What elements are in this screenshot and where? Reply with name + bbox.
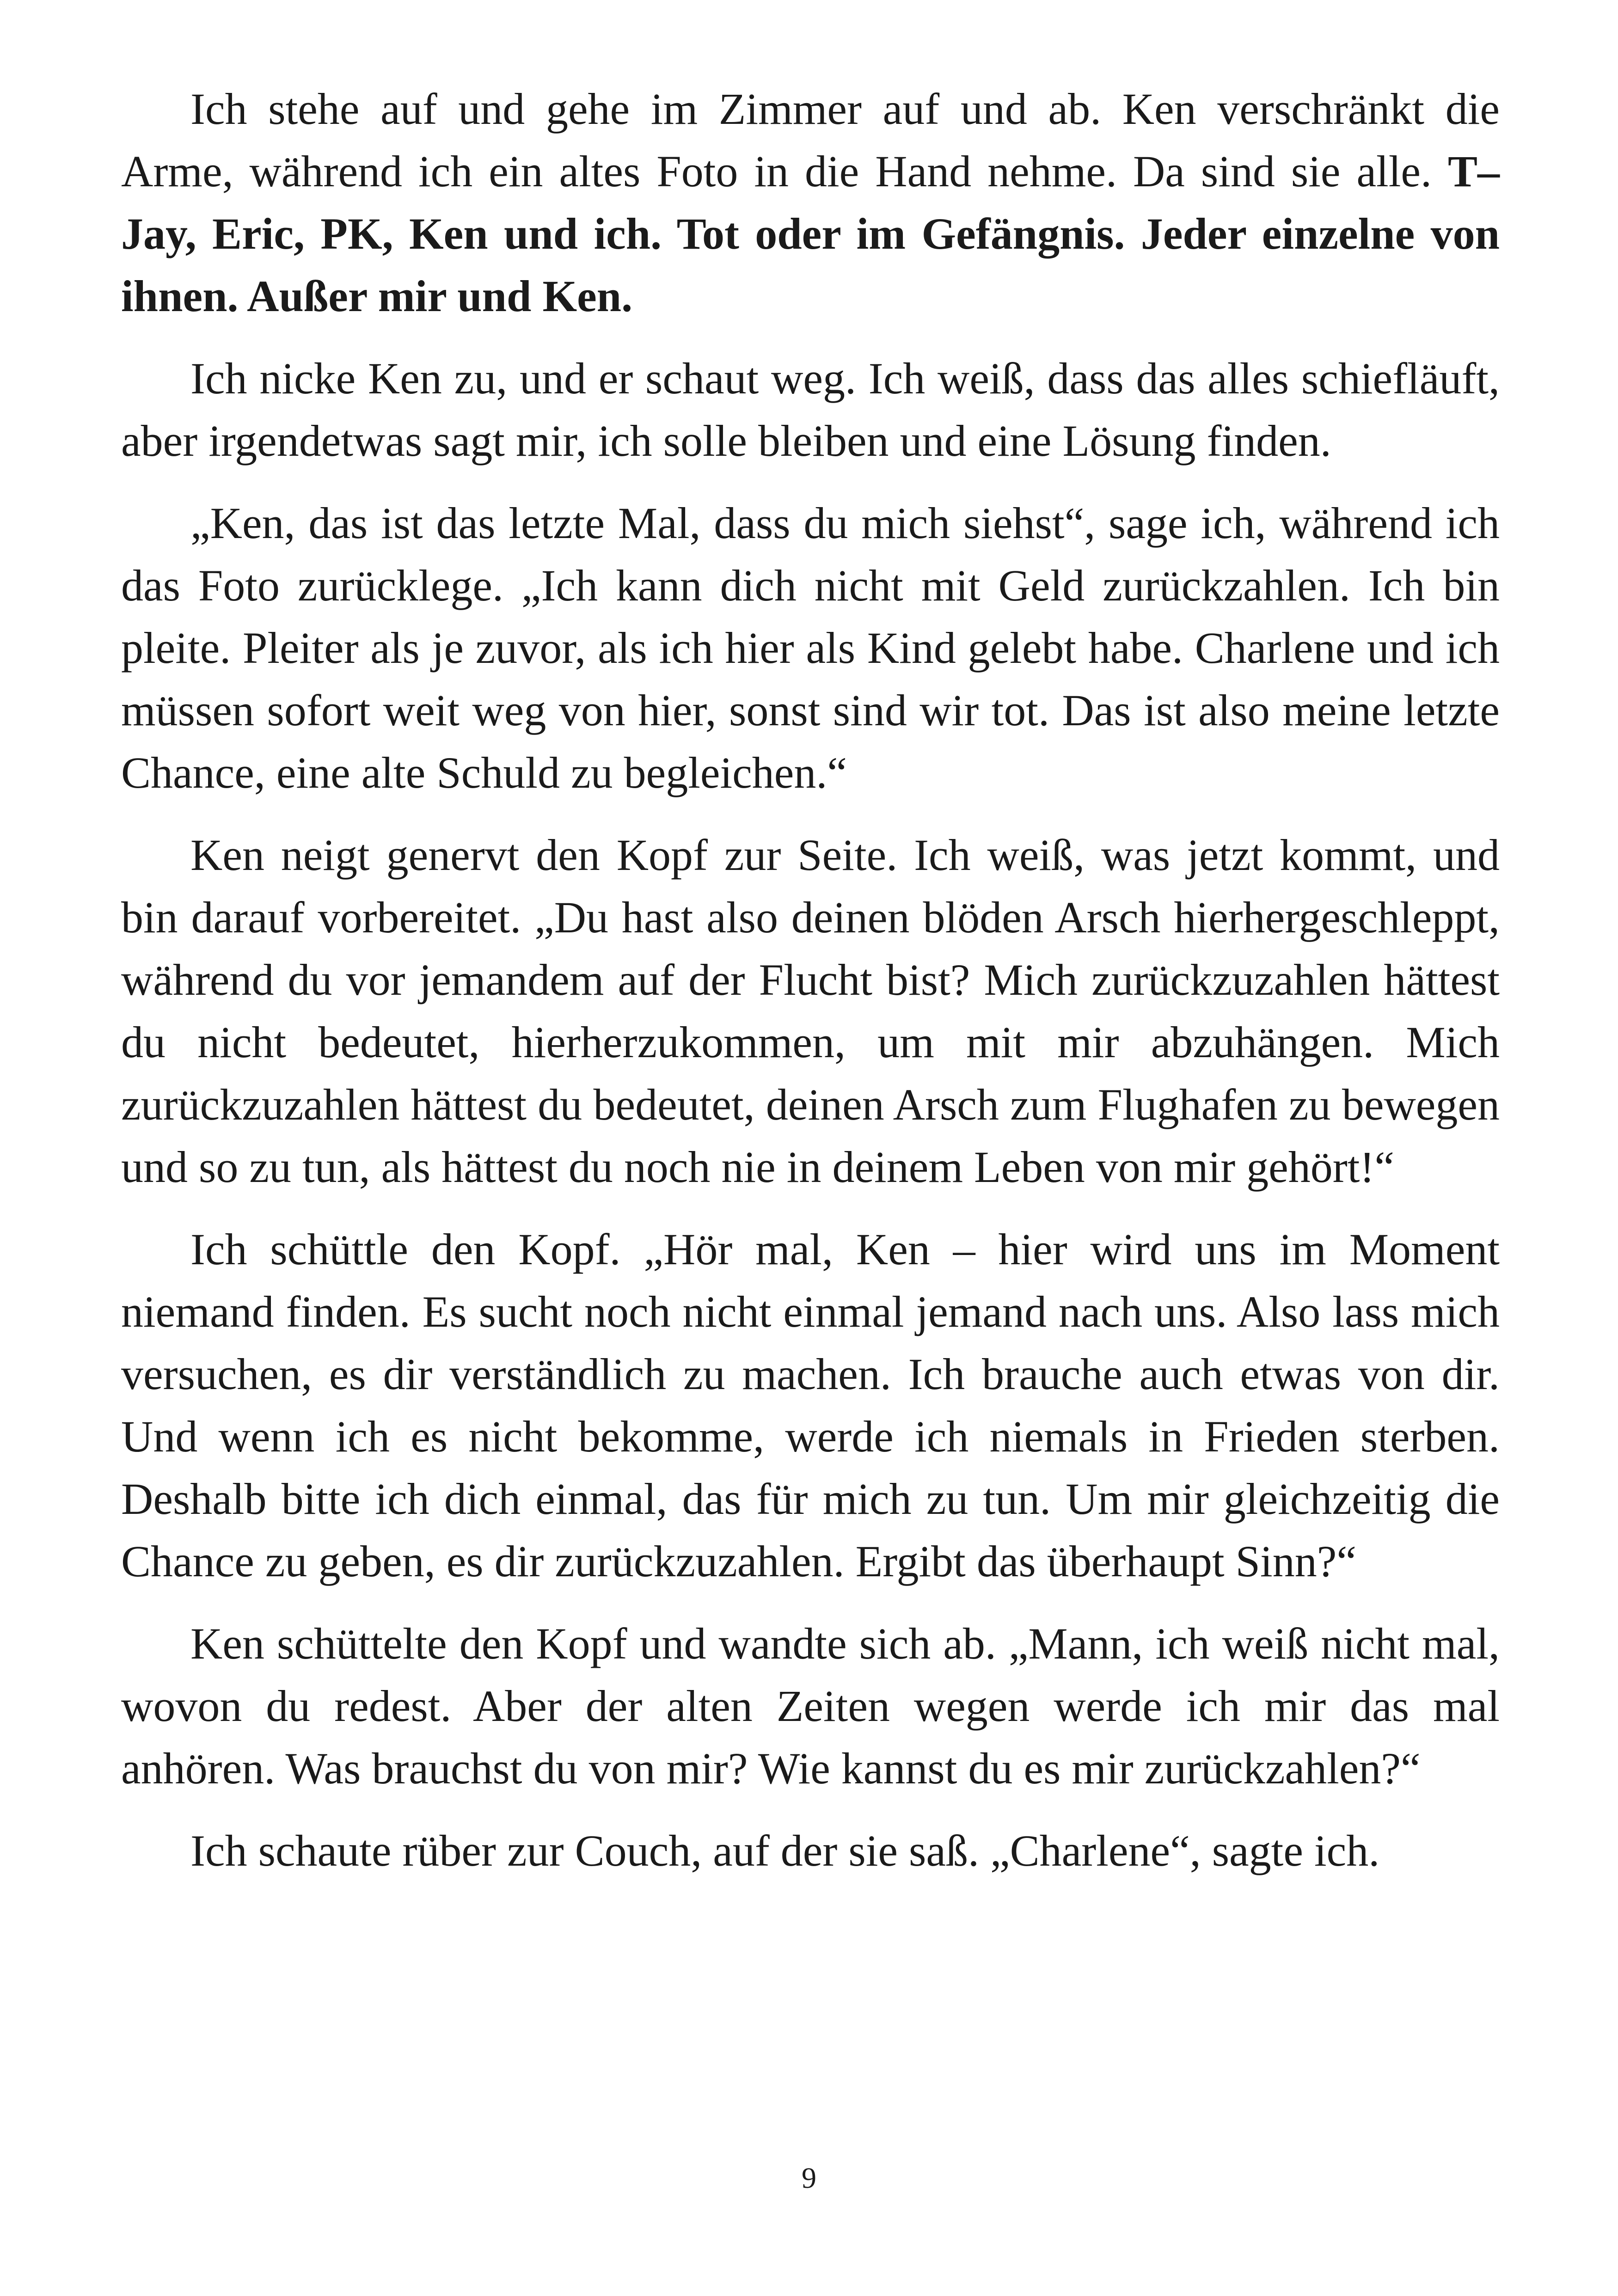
page-body <box>121 78 1500 1902</box>
page-number: 9 <box>802 2161 816 2194</box>
paragraph-6: Ken schüttelte den Kopf und wandte sich ab. „Mann, ich weiß nicht mal, wovon du redest. Aber der alten Zeiten wegen werde ich mir das mal anhören. Was brauchst du von mir? Wie kannst du es mir zurückzahlen?“ <box>121 1619 1500 1793</box>
paragraph-1-text: Ich stehe auf und gehe im Zimmer auf und ab. Ken verschränkt die Arme, während ich ein altes Foto in die Hand nehme. Da sind sie alle. <box>121 84 1500 196</box>
paragraph-4: Ken neigt genervt den Kopf zur Seite. Ich weiß, was jetzt kommt, und bin darauf vorbereitet. „Du hast also deinen blöden Arsch hierhergeschleppt, während du vor jemandem auf der Flucht bist? Mich zurückzuzahlen hättest du nicht bedeutet, hierherzukommen, um mit mir abzuhängen. Mich zurückzuzahlen hättest du bedeutet, deinen Arsch zum Flughafen zu bewegen und so zu tun, als hättest du noch nie in deinem Leben von mir gehört!“ <box>121 830 1500 1192</box>
paragraph-3: „Ken, das ist das letzte Mal, dass du mich siehst“, sage ich, während ich das Foto zurücklege. „Ich kann dich nicht mit Geld zurückzahlen. Ich bin pleite. Pleiter als je zuvor, als ich hier als Kind gelebt habe. Charlene und ich müssen sofort weit weg von hier, sonst sind wir tot. Das ist also meine letzte Chance, eine alte Schuld zu begleichen.“ <box>121 498 1500 797</box>
paragraph-1-bold-text: T–Jay, Eric, PK, Ken und ich. Tot oder im Gefängnis. Jeder einzelne von ihnen. Außer mir und Ken. <box>121 147 1500 321</box>
paragraph-1 <box>121 78 1500 327</box>
paragraph-7: Ich schaute rüber zur Couch, auf der sie saß. „Charlene“, sagte ich. <box>190 1826 1380 1875</box>
paragraph-2: Ich nicke Ken zu, und er schaut weg. Ich weiß, dass das alles schiefläuft, aber irgendetwas sagt mir, ich solle bleiben und eine Lösung finden. <box>121 354 1500 465</box>
paragraph-5: Ich schüttle den Kopf. „Hör mal, Ken – hier wird uns im Moment niemand finden. Es sucht noch nicht einmal jemand nach uns. Also lass mich versuchen, es dir verständlich zu machen. Ich brauche auch etwas von dir. Und wenn ich es nicht bekomme, werde ich niemals in Frieden sterben. Deshalb bitte ich dich einmal, das für mich zu tun. Um mir gleichzeitig die Chance zu geben, es dir zurückzuzahlen. Ergibt das überhaupt Sinn?“ <box>121 1225 1500 1586</box>
